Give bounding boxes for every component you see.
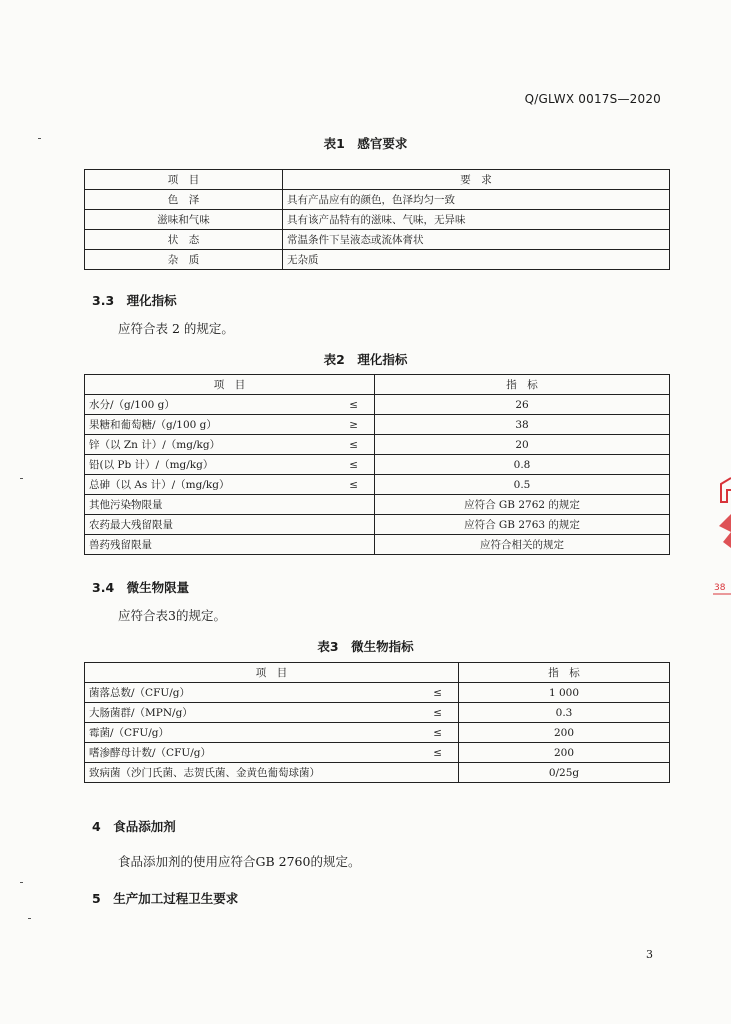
scan-speck — [28, 918, 31, 919]
table3-header-item: 项 目 — [85, 663, 459, 683]
table2-cell-val: 0.5 — [375, 475, 670, 495]
table-row — [85, 763, 670, 783]
table2-cell-val: 38 — [375, 415, 670, 435]
table-row — [85, 723, 670, 743]
table-row — [85, 683, 670, 703]
table3-cell-val: 0/25g — [459, 763, 670, 783]
table-row — [85, 455, 670, 475]
table2-cell-val: 0.8 — [375, 455, 670, 475]
table3-cell-val: 0.3 — [459, 703, 670, 723]
table2-caption: 表2 理化指标 — [323, 352, 408, 367]
section-4-text: 食品添加剂的使用应符合GB 2760的规定。 — [118, 854, 361, 869]
table2-cell-val: 应符合相关的规定 — [375, 535, 670, 555]
section-5-title: 5 生产加工过程卫生要求 — [92, 891, 239, 906]
table1-cell-req: 常温条件下呈液态或流体膏状 — [283, 230, 670, 250]
table-row — [85, 515, 670, 535]
table2-cell-item: 铅(以 Pb 计）/（mg/kg） — [85, 455, 345, 475]
table3-header-val: 指 标 — [459, 663, 670, 683]
scan-speck — [20, 882, 23, 883]
table3-cell-sym: ≤ — [425, 723, 459, 743]
table1-cell-item: 杂 质 — [85, 250, 283, 270]
table2-cell-val: 26 — [375, 395, 670, 415]
scan-speck — [20, 478, 23, 479]
table1-cell-item: 色 泽 — [85, 190, 283, 210]
table-row — [85, 395, 670, 415]
table2-cell-sym: ≤ — [345, 455, 375, 475]
table2-cell-sym: ≤ — [345, 395, 375, 415]
table3-cell-item: 致病菌（沙门氏菌、志贺氏菌、金黄色葡萄球菌） — [85, 763, 459, 783]
table1-caption: 表1 感官要求 — [323, 136, 408, 151]
table1-cell-item: 滋味和气味 — [85, 210, 283, 230]
table-row — [85, 230, 670, 250]
table2-cell-item: 锌（以 Zn 计）/（mg/kg） — [85, 435, 345, 455]
section-3-3-text: 应符合表 2 的规定。 — [118, 321, 234, 336]
table3-cell-sym: ≤ — [425, 743, 459, 763]
table2-cell-sym: ≥ — [345, 415, 375, 435]
table1-cell-item: 状 态 — [85, 230, 283, 250]
table3 — [84, 662, 670, 783]
table2-cell-sym: ≤ — [345, 475, 375, 495]
table-row — [85, 190, 670, 210]
table3-cell-val: 200 — [459, 743, 670, 763]
seal-stamp-icon — [713, 470, 731, 610]
table3-caption: 表3 微生物指标 — [317, 639, 414, 654]
table3-cell-item: 菌落总数/（CFU/g） — [85, 683, 425, 703]
table2-cell-val: 20 — [375, 435, 670, 455]
table-row — [85, 210, 670, 230]
scan-speck — [38, 138, 41, 139]
table-row — [85, 495, 670, 515]
table2-cell-item: 总砷（以 As 计）/（mg/kg） — [85, 475, 345, 495]
table3-cell-sym: ≤ — [425, 703, 459, 723]
table3-cell-sym: ≤ — [425, 683, 459, 703]
seal-number: 38 — [714, 583, 726, 593]
table3-cell-item: 霉菌/（CFU/g） — [85, 723, 425, 743]
section-3-4-text: 应符合表3的规定。 — [118, 608, 226, 623]
document-number: Q/GLWX 0017S—2020 — [524, 92, 661, 106]
section-3-3-title: 3.3 理化指标 — [92, 293, 177, 308]
table1-cell-req: 无杂质 — [283, 250, 670, 270]
table-row — [85, 475, 670, 495]
page-number: 3 — [646, 948, 653, 961]
table2-cell-sym: ≤ — [345, 435, 375, 455]
table1-header-item: 项 目 — [85, 170, 283, 190]
table3-cell-item: 嗜渗酵母计数/（CFU/g） — [85, 743, 425, 763]
section-4-title: 4 食品添加剂 — [92, 819, 176, 834]
table3-cell-val: 1 000 — [459, 683, 670, 703]
table-row — [85, 535, 670, 555]
table1-header-req: 要 求 — [283, 170, 670, 190]
section-3-4-title: 3.4 微生物限量 — [92, 580, 190, 595]
table2-header-item: 项 目 — [85, 375, 375, 395]
table1-cell-req: 具有该产品特有的滋味、气味，无异味 — [283, 210, 670, 230]
table2-cell-val: 应符合 GB 2762 的规定 — [375, 495, 670, 515]
table-row — [85, 743, 670, 763]
table2-cell-item: 兽药残留限量 — [85, 535, 375, 555]
table-row — [85, 250, 670, 270]
table3-cell-item: 大肠菌群/（MPN/g） — [85, 703, 425, 723]
table3-cell-val: 200 — [459, 723, 670, 743]
table2-cell-item: 农药最大残留限量 — [85, 515, 375, 535]
table-row — [85, 703, 670, 723]
table1 — [84, 169, 670, 270]
table2-cell-item: 果糖和葡萄糖/（g/100 g） — [85, 415, 345, 435]
table2-header-val: 指 标 — [375, 375, 670, 395]
table2 — [84, 374, 670, 555]
table2-cell-val: 应符合 GB 2763 的规定 — [375, 515, 670, 535]
table2-cell-item: 其他污染物限量 — [85, 495, 375, 515]
table2-cell-item: 水分/（g/100 g） — [85, 395, 345, 415]
table1-cell-req: 具有产品应有的颜色，色泽均匀一致 — [283, 190, 670, 210]
table-row — [85, 415, 670, 435]
table-row — [85, 435, 670, 455]
